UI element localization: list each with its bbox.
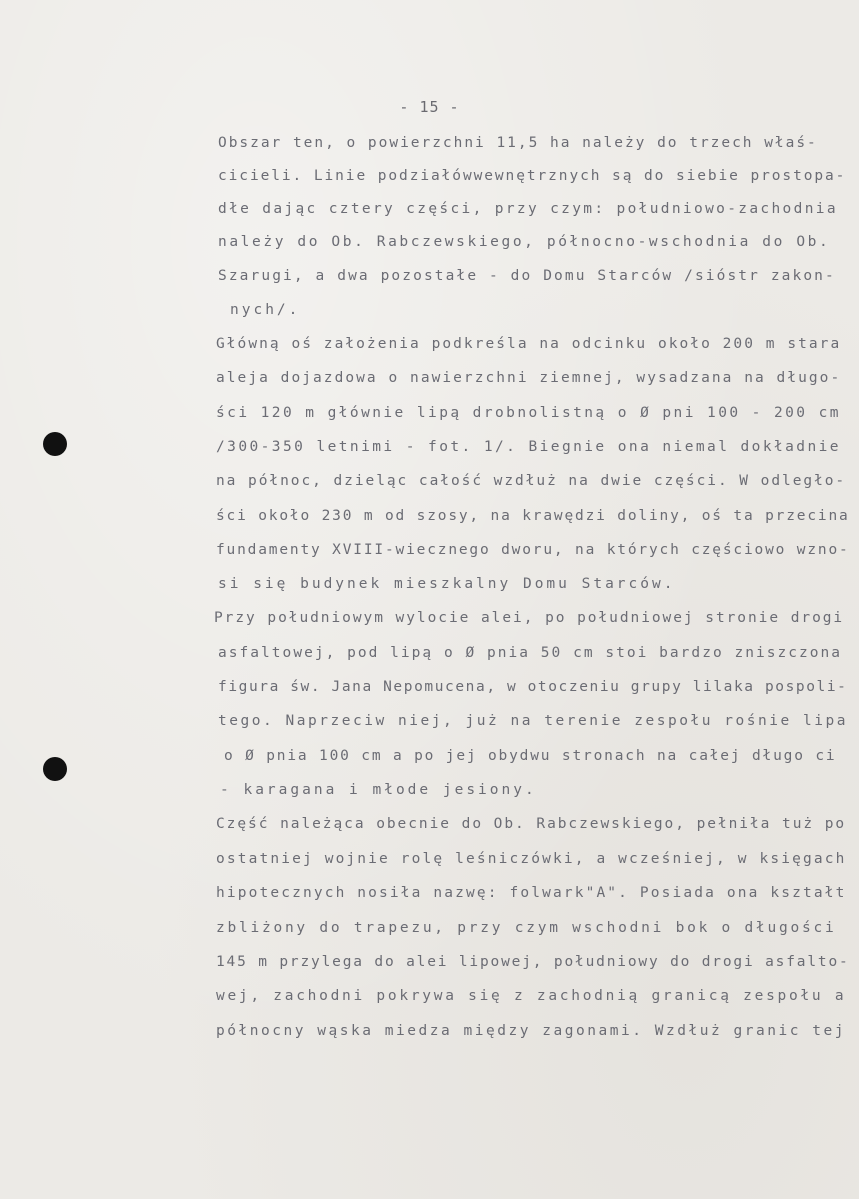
punch-hole-top xyxy=(43,432,67,456)
text-line: asfaltowej, pod lipą o Ø pnia 50 cm stoi bardzo zniszczona xyxy=(218,645,842,661)
text-line: nych/. xyxy=(230,302,301,318)
punch-hole-bottom xyxy=(43,757,67,781)
text-line: hipotecznych nosiła nazwę: folwark"A". Posiada ona kształt xyxy=(216,885,846,901)
text-line: należy do Ob. Rabczewskiego, północno-wschodnia do Ob. xyxy=(218,234,830,250)
text-line: /300-350 letnimi - fot. 1/. Biegnie ona niemal dokładnie xyxy=(216,439,841,455)
text-line: Część należąca obecnie do Ob. Rabczewskiego, pełniła tuż po xyxy=(216,816,846,832)
text-line: dłe dając cztery części, przy czym: południowo-zachodnia xyxy=(218,201,838,217)
text-line: o Ø pnia 100 cm a po jej obydwu stronach na całej długo ci xyxy=(224,748,836,764)
text-line: cicieli. Linie podziałówwewnętrznych są do siebie prostopa- xyxy=(218,168,846,184)
page-number: - 15 - xyxy=(399,98,460,116)
text-line: ostatniej wojnie rolę leśniczówki, a wcześniej, w księgach xyxy=(216,851,846,867)
text-line: aleja dojazdowa o nawierzchni ziemnej, wysadzana na długo- xyxy=(216,370,841,386)
text-line: si się budynek mieszkalny Domu Starców. xyxy=(218,576,676,592)
text-line: zbliżony do trapezu, przy czym wschodni bok o długości xyxy=(216,920,836,936)
text-line: na północ, dzieląc całość wzdłuż na dwie części. W odległo- xyxy=(216,473,846,489)
text-line: wej, zachodni pokrywa się z zachodnią granicą zespołu a xyxy=(216,988,846,1004)
text-line: ści 120 m głównie lipą drobnolistną o Ø pni 100 - 200 cm xyxy=(216,405,841,421)
text-line: figura św. Jana Nepomucena, w otoczeniu grupy lilaka pospoli- xyxy=(218,679,848,695)
text-line: - karagana i młode jesiony. xyxy=(220,782,537,798)
text-line: 145 m przylega do alei lipowej, południowy do drogi asfalto- xyxy=(216,954,850,970)
text-line: Główną oś założenia podkreśla na odcinku około 200 m stara xyxy=(216,336,841,352)
text-line: Obszar ten, o powierzchni 11,5 ha należy do trzech właś- xyxy=(218,135,818,151)
text-line: ści około 230 m od szosy, na krawędzi doliny, oś ta przecina xyxy=(216,508,850,524)
text-line: fundamenty XVIII-wiecznego dworu, na których częściowo wzno- xyxy=(216,542,850,558)
text-line: tego. Naprzeciw niej, już na terenie zespołu rośnie lipa xyxy=(218,713,848,729)
text-line: Szarugi, a dwa pozostałe - do Domu Starców /sióstr zakon- xyxy=(218,268,836,284)
text-line: Przy południowym wylocie alei, po południowej stronie drogi xyxy=(214,610,844,626)
text-line: północny wąska miedza między zagonami. Wzdłuż granic tej xyxy=(216,1023,846,1039)
